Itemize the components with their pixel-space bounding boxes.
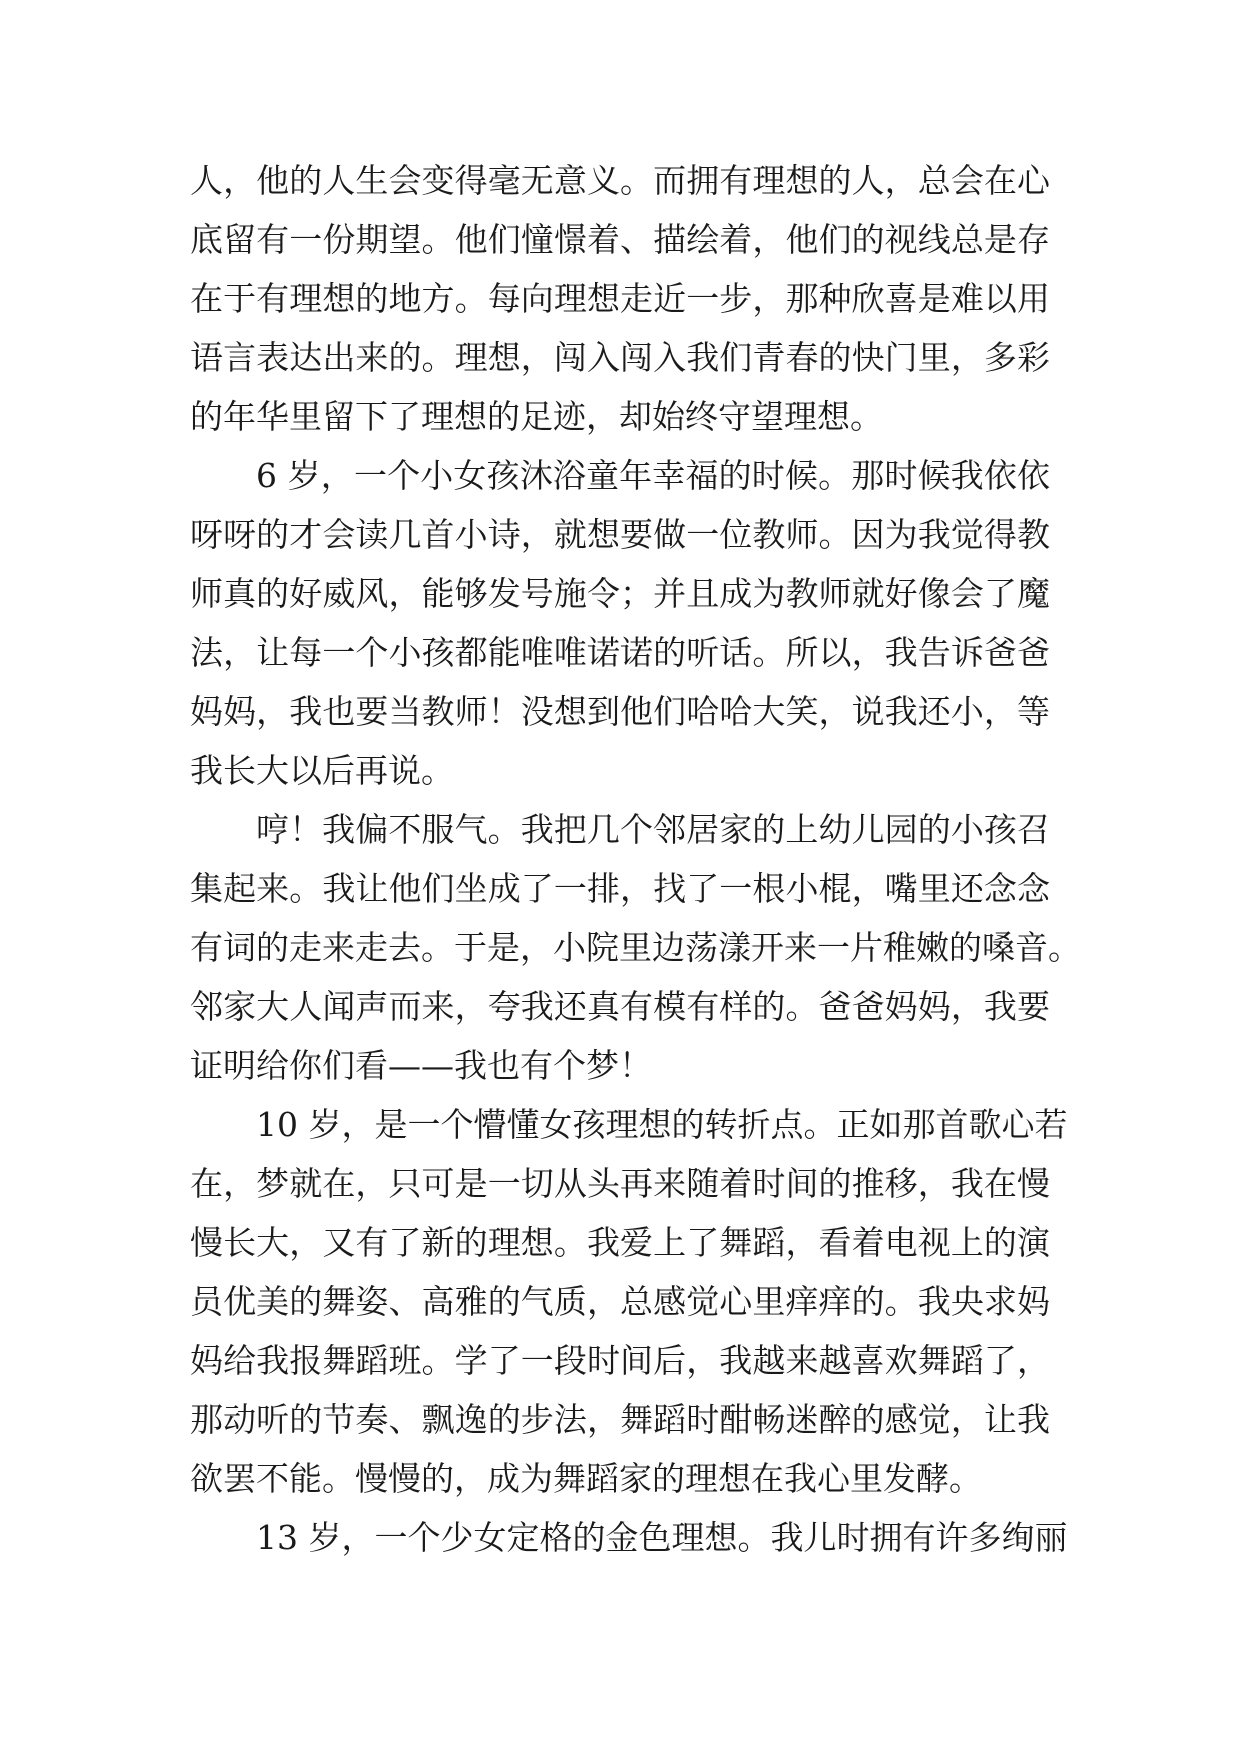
text-line: 妈给我报舞蹈班。学了一段时间后，我越来越喜欢舞蹈了， (190, 1341, 1050, 1380)
text-line: 底留有一份期望。他们憧憬着、描绘着，他们的视线总是存 (190, 220, 1050, 259)
paragraph-first-line: 哼！我偏不服气。我把几个邻居家的上幼儿园的小孩召 (256, 810, 1050, 849)
text-line: 法，让每一个小孩都能唯唯诺诺的听话。所以，我告诉爸爸 (190, 633, 1050, 672)
text-line: 在，梦就在，只可是一切从头再来随着时间的推移，我在慢 (190, 1164, 1050, 1203)
text-line: 呀呀的才会读几首小诗，就想要做一位教师。因为我觉得教 (190, 515, 1050, 554)
paragraph-first-line: 10 岁，是一个懵懂女孩理想的转折点。正如那首歌心若 (256, 1105, 1068, 1144)
paragraph-first-line: 13 岁，一个少女定格的金色理想。我儿时拥有许多绚丽 (256, 1518, 1068, 1557)
text-line: 那动听的节奏、飘逸的步法，舞蹈时酣畅迷醉的感觉，让我 (190, 1400, 1050, 1439)
text-line: 在于有理想的地方。每向理想走近一步，那种欣喜是难以用 (190, 279, 1050, 318)
text-line: 证明给你们看——我也有个梦！ (190, 1046, 652, 1085)
document-body (190, 160, 1081, 1576)
text-line: 欲罢不能。慢慢的，成为舞蹈家的理想在我心里发酵。 (190, 1459, 982, 1498)
text-line: 语言表达出来的。理想，闯入闯入我们青春的快门里，多彩 (190, 338, 1050, 377)
text-line: 员优美的舞姿、高雅的气质，总感觉心里痒痒的。我央求妈 (190, 1282, 1050, 1321)
text-line: 慢长大，又有了新的理想。我爱上了舞蹈，看着电视上的演 (190, 1223, 1050, 1262)
text-line: 的年华里留下了理想的足迹，却始终守望理想。 (190, 397, 883, 436)
paragraph-first-line: 6 岁，一个小女孩沐浴童年幸福的时候。那时候我依依 (256, 456, 1050, 495)
text-line: 我长大以后再说。 (190, 751, 454, 790)
text-line: 妈妈，我也要当教师！没想到他们哈哈大笑，说我还小，等 (190, 692, 1050, 731)
text-line: 有词的走来走去。于是，小院里边荡漾开来一片稚嫩的嗓音。 (190, 928, 1081, 967)
text-line: 师真的好威风，能够发号施令；并且成为教师就好像会了魔 (190, 574, 1050, 613)
text-line: 人，他的人生会变得毫无意义。而拥有理想的人，总会在心 (190, 161, 1050, 200)
text-line: 集起来。我让他们坐成了一排，找了一根小棍，嘴里还念念 (190, 869, 1050, 908)
text-line: 邻家大人闻声而来，夸我还真有模有样的。爸爸妈妈，我要 (190, 987, 1050, 1026)
